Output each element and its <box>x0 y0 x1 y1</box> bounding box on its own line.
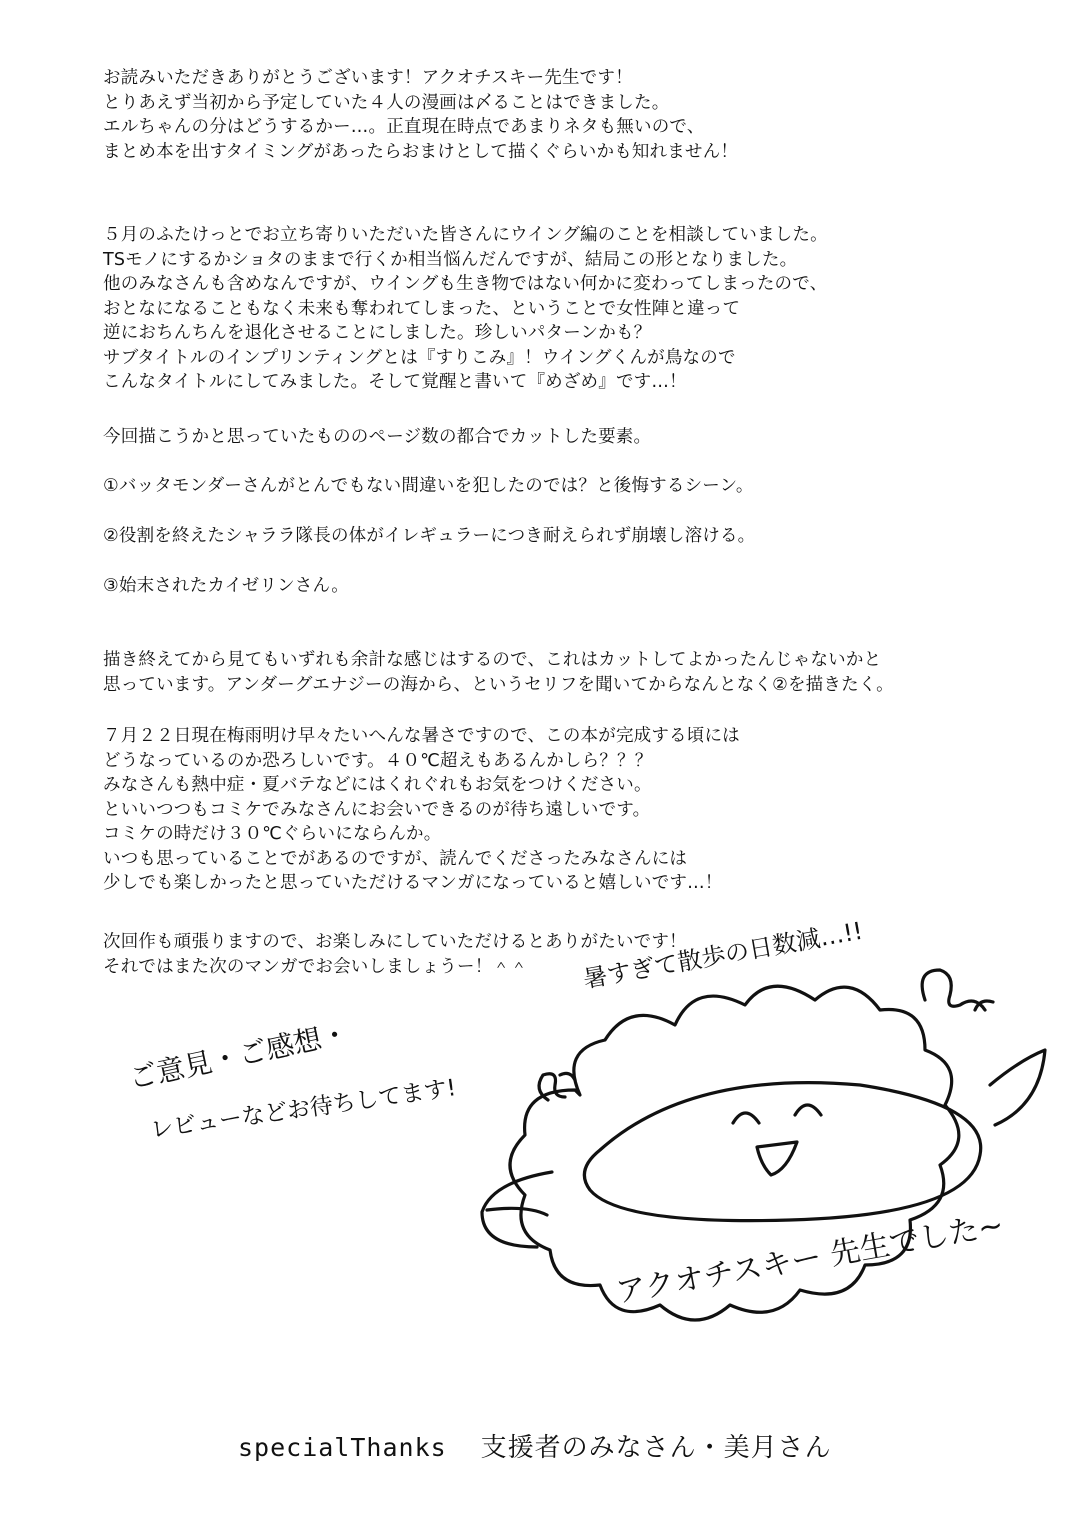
text-line: おとなになることもなく未来も奪われてしまった、ということで女性陣と違って <box>103 298 741 319</box>
text-line: みなさんも熱中症・夏バテなどにはくれぐれもお気をつけください。 <box>103 775 652 795</box>
text-line: 次回作も頑張りますので、お楽しみにしていただけるとありがたいです！ <box>103 932 687 952</box>
text-line: エルちゃんの分はどうするかー…。正直現在時点であまりネタも無いので、 <box>103 117 705 137</box>
special-thanks <box>238 1427 832 1464</box>
text-line: こんなタイトルにしてみました。そして覚醒と書いて『めざめ』です…！ <box>103 372 687 392</box>
text-line: といいつつもコミケでみなさんにお会いできるのが待ち遠しいです。 <box>103 799 651 820</box>
right-wing <box>990 1050 1045 1125</box>
special-thanks-names: 支援者のみなさん・美月さん <box>480 1433 832 1463</box>
smile-mouth <box>757 1142 797 1175</box>
text-line: どうなっているのか恐ろしいです。４０℃超えもあるんかしら？？？ <box>103 750 653 771</box>
text-line: お読みいただきありがとうございます！アクオチスキー先生です！ <box>103 68 633 88</box>
swirl-left-2 <box>560 1073 575 1080</box>
text-line: コミケの時だけ３０℃ぐらいにならんか。 <box>103 824 442 844</box>
inner-body <box>584 1083 980 1221</box>
swirl-left <box>539 1074 565 1100</box>
text-line: 描き終えてから見てもいずれも余計な感じはするので、これはカットしてよかったんじゃないかと <box>103 650 882 670</box>
swirl-top-right <box>922 970 985 1010</box>
handwritten-signature: アクオチスキー 先生でした~ <box>613 1207 1007 1311</box>
handwritten-heat-note: 暑すぎて散歩の日数減…!! <box>581 916 865 994</box>
text-line: 思っています。アンダーグエナジーの海から、というセリフを聞いてからなんとなく②を描きたく。 <box>103 674 894 695</box>
right-eye <box>795 1105 821 1115</box>
text-line: 逆におちんちんを退化させることにしました。珍しいパターンかも？ <box>103 323 652 343</box>
text-line: とりあえず当初から予定していた４人の漫画は〆ることはできました。 <box>103 92 670 113</box>
text-line: まとめ本を出すタイミングがあったらおまけとして描くぐらいかも知れません！ <box>103 141 739 162</box>
handwritten-feedback-line1: ご意見・ご感想・ <box>126 1016 353 1096</box>
text-line: ③始末されたカイゼリンさん。 <box>103 576 349 596</box>
text-line: TSモノにするかショタのままで行くか相当悩んだんですが、結局この形となりました。 <box>103 249 798 270</box>
text-line: ７月２２日現在梅雨明け早々たいへんな暑さですので、この本が完成する頃には <box>103 726 740 746</box>
text-line: 少しでも楽しかったと思っていただけるマンガになっていると嬉しいです…！ <box>103 873 723 893</box>
text-line: ①バッタモンダーさんがとんでもない間違いを犯したのでは？と後悔するシーン。 <box>103 476 754 496</box>
text-line: ５月のふたけっとでお立ち寄りいただいた皆さんにウイング編のことを相談していました。 <box>103 225 828 245</box>
handwritten-feedback-line2: レビューなどお待ちしてます! <box>148 1075 458 1144</box>
left-eye <box>733 1113 759 1123</box>
text-line: 今回描こうかと思っていたもののページ数の都合でカットした要素。 <box>103 427 652 447</box>
left-arm-line <box>487 1208 547 1215</box>
text-line: 他のみなさんも含めなんですが、ウイングも生き物ではない何かに変わってしまったので、 <box>103 274 828 294</box>
text-line: ②役割を終えたシャララ隊長の体がイレギュラーにつき耐えられず崩壊し溶ける。 <box>103 526 756 546</box>
text-line: サブタイトルのインプリンティングとは『すりこみ』！ウイングくんが鳥なので <box>103 347 736 368</box>
text-line: いつも思っていることでがあるのですが、読んでくださったみなさんには <box>103 848 688 869</box>
text-line: それではまた次のマンガでお会いしましょうー！＾＾ <box>103 956 528 977</box>
special-thanks-label: specialThanks <box>238 1433 447 1462</box>
